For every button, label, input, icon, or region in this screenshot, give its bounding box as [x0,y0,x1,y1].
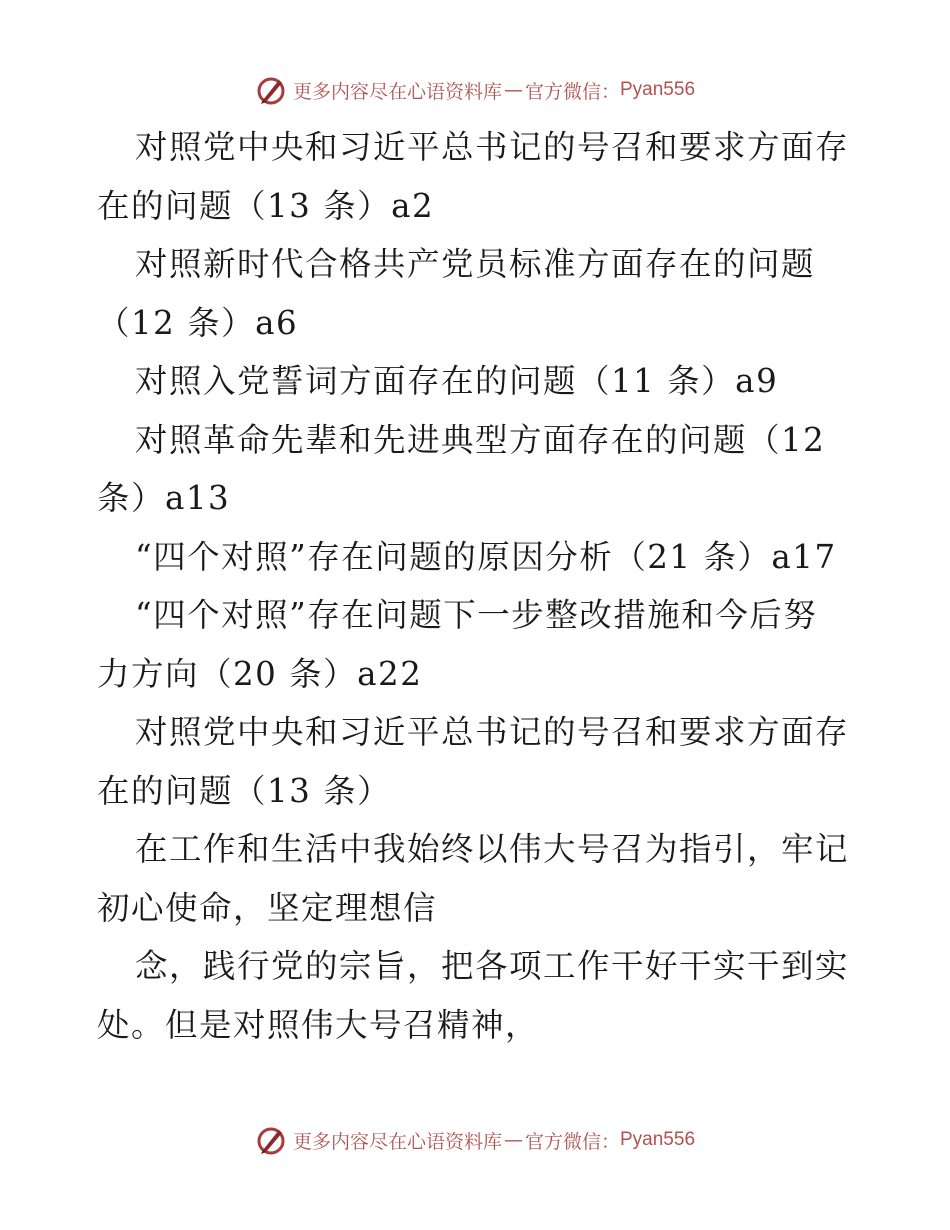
text-line: “四个对照”存在问题下一步整改措施和今后努 [135,596,818,634]
banner-wechat-label: 官方微信： [524,1130,620,1153]
text-line: 在的问题（13 条） [97,771,392,810]
text-line: 对照新时代合格共产党员标准方面存在的问题 [135,245,816,283]
text-line: 对照党中央和习近平总书记的号召和要求方面存 [135,713,850,751]
text-line: “四个对照”存在问题的原因分析（21 条）a17 [135,537,837,576]
banner-separator: — [503,79,523,101]
banner-brand-text: 更多内容尽在心语资料库 [292,80,502,103]
text-line: 对照党中央和习近平总书记的号召和要求方面存 [135,128,850,166]
document-body [97,118,853,1054]
text-line: 对照入党誓词方面存在的问题（11 条）a9 [135,362,779,400]
banner-handle: Pyan556 [620,79,696,100]
footer-banner [0,1120,950,1160]
pen-circle-logo-icon [255,1124,287,1156]
text-line: 初心使命，坚定理想信 [97,888,438,927]
text-line: 对照革命先辈和先进典型方面存在的问题（12 [135,420,826,459]
banner-brand-text: 更多内容尽在心语资料库 [292,1130,502,1153]
text-line: 在的问题（13 条）a2 [97,186,435,225]
text-line: （12 条）a6 [97,303,299,342]
text-line: 条）a13 [97,479,231,517]
text-line: 在工作和生活中我始终以伟大号召为指引，牢记 [135,830,850,868]
text-line: 处。但是对照伟大号召精神， [97,1005,540,1044]
banner-separator: — [503,1129,523,1151]
pen-circle-logo-icon [255,74,287,106]
banner-handle: Pyan556 [620,1129,696,1150]
banner-wechat-label: 官方微信： [524,80,620,103]
text-line: 力方向（20 条）a22 [97,654,423,693]
text-line: 念，践行党的宗旨，把各项工作干好干实干到实 [135,947,850,985]
header-banner [0,70,950,110]
